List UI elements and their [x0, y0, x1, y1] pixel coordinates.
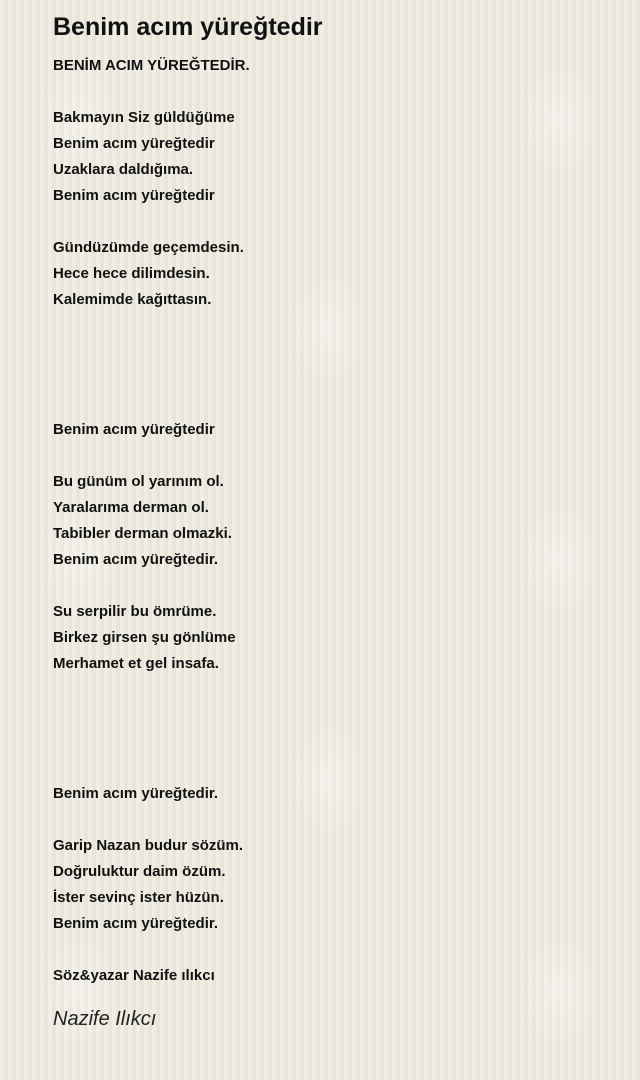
stanza-break: [53, 677, 623, 703]
stanza-break: [53, 807, 623, 833]
poem-line: Birkez girsen şu gönlüme: [53, 629, 236, 646]
poem-line: Benim acım yüreğtedir.: [53, 915, 219, 932]
poem-line: Bakmayın Siz güldüğüme: [53, 109, 235, 126]
stanza-break: [53, 573, 623, 599]
stanza-break: [53, 209, 623, 235]
poem-line: Merhamet et gel insafa.: [53, 655, 219, 672]
poem-line: Kalemimde kağıttasın.: [53, 291, 212, 308]
poem-line: Söz&yazar Nazife ılıkcı: [53, 967, 215, 984]
stanza-break: [53, 729, 623, 755]
stanza-break: [53, 391, 623, 417]
poem-line: Benim acım yüreğtedir: [53, 421, 215, 438]
poem-line: Gündüzümde geçemdesin.: [53, 239, 244, 256]
stanza-break: [53, 365, 623, 391]
stanza-break: [53, 703, 623, 729]
poem-line: Bu günüm ol yarınım ol.: [53, 473, 224, 490]
poem-title: Benim acım yüreğtedir: [53, 13, 323, 41]
poem-line: Yaralarıma derman ol.: [53, 499, 209, 516]
poem-line: Benim acım yüreğtedir.: [53, 785, 219, 802]
poem-line: Uzaklara daldığıma.: [53, 161, 194, 178]
poem-line: Hece hece dilimdesin.: [53, 265, 210, 282]
poem-line: Tabibler derman olmazki.: [53, 525, 232, 542]
poem-line: Garip Nazan budur sözüm.: [53, 837, 244, 854]
stanza-break: [53, 313, 623, 339]
stanza-break: [53, 79, 623, 105]
poem-line: Benim acım yüreğtedir: [53, 187, 215, 204]
poem-line: Su serpilir bu ömrüme.: [53, 603, 217, 620]
stanza-break: [53, 443, 623, 469]
poem-line: Doğruluktur daim özüm.: [53, 863, 226, 880]
poem-line: Benim acım yüreğtedir.: [53, 551, 219, 568]
stanza-break: [53, 937, 623, 963]
poem-line: İster sevinç ister hüzün.: [53, 889, 224, 906]
author-name: Nazife Ilıkcı: [53, 1008, 157, 1030]
poem-line: Benim acım yüreğtedir: [53, 135, 215, 152]
poem-body: [53, 53, 623, 989]
stanza-break: [53, 755, 623, 781]
poem-line: BENİM ACIM YÜREĞTEDİR.: [53, 57, 250, 74]
stanza-break: [53, 339, 623, 365]
poem-page: [53, 12, 623, 1032]
